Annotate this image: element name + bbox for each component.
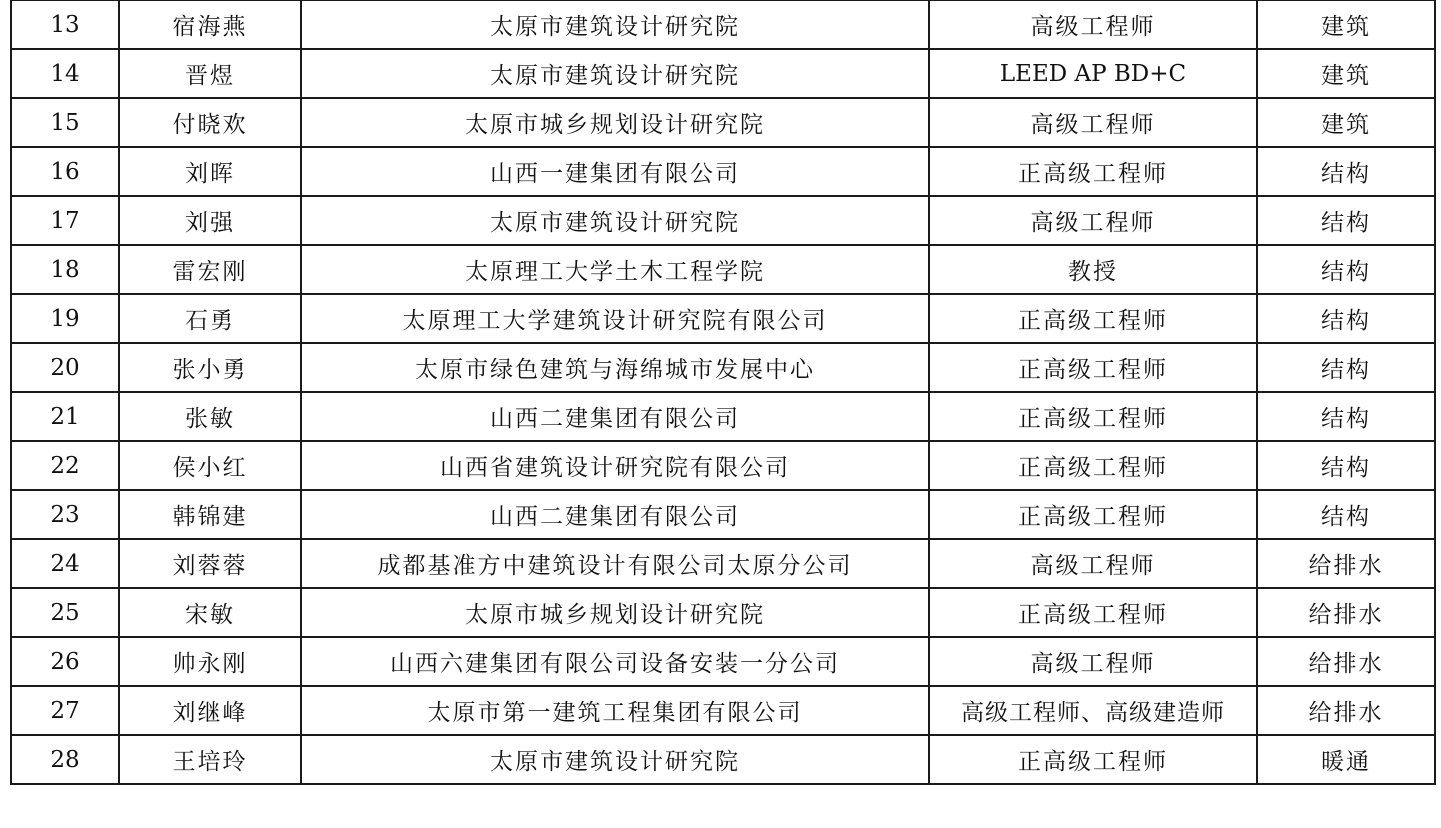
table-row — [11, 637, 1435, 686]
cell-organization: 太原市城乡规划设计研究院 — [301, 98, 929, 147]
cell-major: 结构 — [1257, 196, 1435, 245]
cell-number: 24 — [11, 539, 119, 588]
cell-name: 雷宏刚 — [119, 245, 301, 294]
cell-title: 高级工程师 — [929, 637, 1257, 686]
cell-major: 建筑 — [1257, 49, 1435, 98]
cell-major: 建筑 — [1257, 98, 1435, 147]
cell-organization: 太原市建筑设计研究院 — [301, 196, 929, 245]
cell-major: 给排水 — [1257, 686, 1435, 735]
table-row — [11, 147, 1435, 196]
cell-number: 23 — [11, 490, 119, 539]
cell-name: 侯小红 — [119, 441, 301, 490]
table-row — [11, 245, 1435, 294]
cell-organization: 太原理工大学建筑设计研究院有限公司 — [301, 294, 929, 343]
cell-number: 16 — [11, 147, 119, 196]
cell-major: 结构 — [1257, 490, 1435, 539]
cell-name: 刘晖 — [119, 147, 301, 196]
cell-name: 刘蓉蓉 — [119, 539, 301, 588]
cell-number: 26 — [11, 637, 119, 686]
cell-organization: 太原理工大学土木工程学院 — [301, 245, 929, 294]
cell-major: 建筑 — [1257, 0, 1435, 49]
table-body — [11, 0, 1435, 784]
table-row — [11, 0, 1435, 49]
cell-organization: 山西一建集团有限公司 — [301, 147, 929, 196]
cell-organization: 山西二建集团有限公司 — [301, 392, 929, 441]
cell-title: 正高级工程师 — [929, 588, 1257, 637]
cell-number: 17 — [11, 196, 119, 245]
table-row — [11, 441, 1435, 490]
cell-major: 给排水 — [1257, 588, 1435, 637]
cell-name: 张敏 — [119, 392, 301, 441]
cell-organization: 成都基准方中建筑设计有限公司太原分公司 — [301, 539, 929, 588]
table-row — [11, 735, 1435, 784]
cell-number: 14 — [11, 49, 119, 98]
cell-name: 刘继峰 — [119, 686, 301, 735]
cell-major: 结构 — [1257, 245, 1435, 294]
cell-title: 高级工程师、高级建造师 — [929, 686, 1257, 735]
cell-number: 28 — [11, 735, 119, 784]
table-row — [11, 686, 1435, 735]
table-row — [11, 294, 1435, 343]
cell-number: 22 — [11, 441, 119, 490]
cell-title: 高级工程师 — [929, 98, 1257, 147]
cell-organization: 山西二建集团有限公司 — [301, 490, 929, 539]
cell-name: 刘强 — [119, 196, 301, 245]
cell-title: 正高级工程师 — [929, 490, 1257, 539]
cell-title: 正高级工程师 — [929, 294, 1257, 343]
cell-major: 结构 — [1257, 147, 1435, 196]
cell-organization: 太原市建筑设计研究院 — [301, 49, 929, 98]
cell-title: 高级工程师 — [929, 539, 1257, 588]
cell-title: 正高级工程师 — [929, 392, 1257, 441]
table-row — [11, 343, 1435, 392]
cell-name: 宿海燕 — [119, 0, 301, 49]
cell-organization: 山西六建集团有限公司设备安装一分公司 — [301, 637, 929, 686]
cell-number: 27 — [11, 686, 119, 735]
cell-name: 韩锦建 — [119, 490, 301, 539]
cell-organization: 山西省建筑设计研究院有限公司 — [301, 441, 929, 490]
cell-major: 结构 — [1257, 294, 1435, 343]
cell-major: 结构 — [1257, 392, 1435, 441]
cell-name: 石勇 — [119, 294, 301, 343]
cell-organization: 太原市绿色建筑与海绵城市发展中心 — [301, 343, 929, 392]
cell-organization: 太原市建筑设计研究院 — [301, 0, 929, 49]
cell-name: 宋敏 — [119, 588, 301, 637]
cell-name: 王培玲 — [119, 735, 301, 784]
table-row — [11, 539, 1435, 588]
cell-organization: 太原市第一建筑工程集团有限公司 — [301, 686, 929, 735]
cell-major: 给排水 — [1257, 539, 1435, 588]
cell-number: 25 — [11, 588, 119, 637]
cell-title: 正高级工程师 — [929, 147, 1257, 196]
cell-name: 帅永刚 — [119, 637, 301, 686]
cell-title: 正高级工程师 — [929, 735, 1257, 784]
cell-number: 18 — [11, 245, 119, 294]
expert-list-table — [10, 0, 1436, 785]
table-row — [11, 392, 1435, 441]
table-row — [11, 490, 1435, 539]
cell-organization: 太原市城乡规划设计研究院 — [301, 588, 929, 637]
cell-organization: 太原市建筑设计研究院 — [301, 735, 929, 784]
table-row — [11, 196, 1435, 245]
cell-number: 13 — [11, 0, 119, 49]
table-row — [11, 98, 1435, 147]
cell-title: 正高级工程师 — [929, 441, 1257, 490]
table-row — [11, 49, 1435, 98]
cell-title: 高级工程师 — [929, 196, 1257, 245]
cell-name: 张小勇 — [119, 343, 301, 392]
cell-major: 结构 — [1257, 441, 1435, 490]
cell-name: 晋煜 — [119, 49, 301, 98]
cell-title: 教授 — [929, 245, 1257, 294]
cell-title: 高级工程师 — [929, 0, 1257, 49]
cell-number: 19 — [11, 294, 119, 343]
cell-number: 20 — [11, 343, 119, 392]
cell-number: 21 — [11, 392, 119, 441]
cell-major: 给排水 — [1257, 637, 1435, 686]
cell-major: 结构 — [1257, 343, 1435, 392]
cell-number: 15 — [11, 98, 119, 147]
cell-major: 暖通 — [1257, 735, 1435, 784]
cell-name: 付晓欢 — [119, 98, 301, 147]
cell-title: LEED AP BD+C — [929, 49, 1257, 98]
cell-title: 正高级工程师 — [929, 343, 1257, 392]
table-row — [11, 588, 1435, 637]
